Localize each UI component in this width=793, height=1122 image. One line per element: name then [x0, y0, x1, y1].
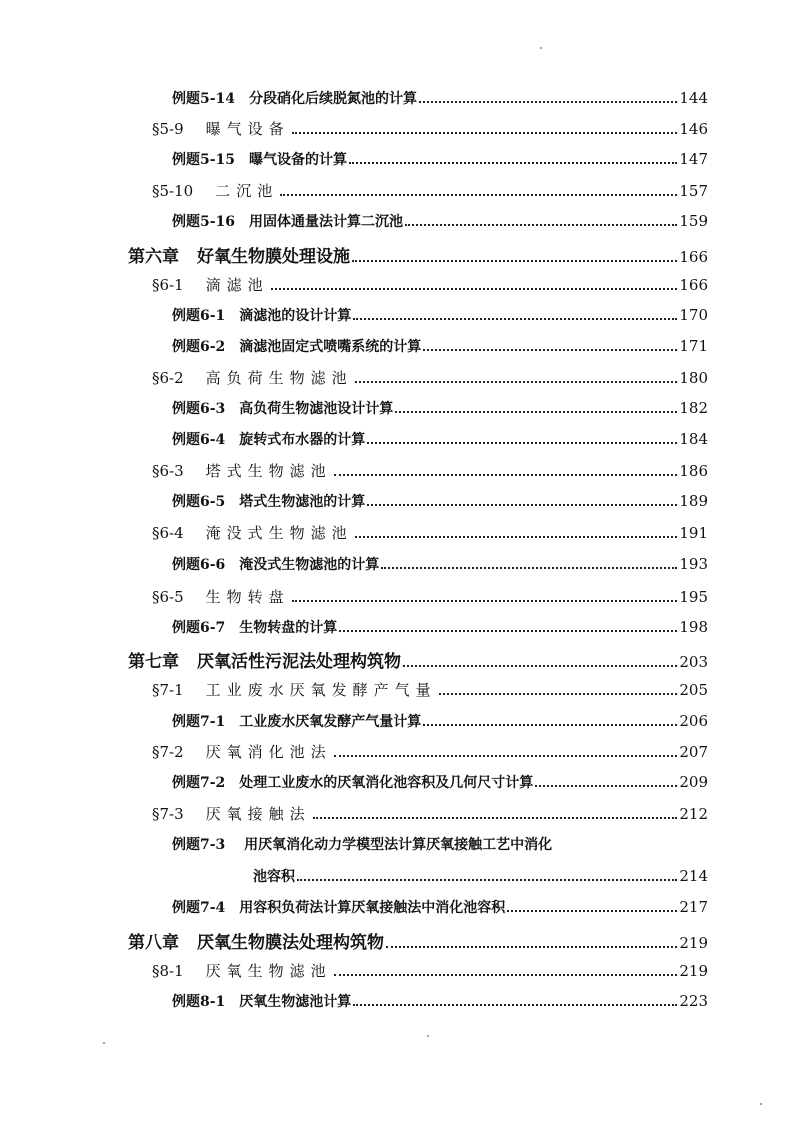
entry-number: §8-1 — [152, 962, 184, 980]
toc-entry-example[interactable] — [172, 991, 708, 1015]
entry-number: 第八章 — [128, 933, 179, 953]
entry-number: 例题6-7 — [172, 620, 226, 636]
entry-number: §7-1 — [152, 681, 184, 699]
toc-entry-example[interactable] — [172, 491, 708, 515]
entry-number: 例题5-14 — [172, 91, 236, 107]
toc-entry-chapter[interactable] — [128, 242, 708, 266]
entry-title: 厌氧生物滤池计算 — [239, 994, 352, 1010]
toc-entry-section[interactable] — [152, 803, 708, 827]
entry-number: 例题7-1 — [172, 714, 226, 730]
dot-leader — [507, 910, 677, 912]
dot-leader — [423, 349, 677, 351]
entry-title: 滴滤池固定式喷嘴系统的计算 — [239, 339, 422, 355]
toc-entry-section[interactable] — [152, 741, 708, 765]
toc-entry-example[interactable] — [172, 305, 708, 329]
entry-number: 例题6-2 — [172, 339, 226, 355]
entry-page: 217 — [679, 898, 708, 916]
dot-leader — [381, 567, 677, 569]
dot-leader — [355, 381, 678, 383]
toc-entry-section[interactable] — [152, 522, 708, 546]
dot-leader — [405, 224, 677, 226]
dot-leader — [367, 504, 677, 506]
entry-page: 219 — [679, 934, 708, 952]
dot-leader — [353, 1004, 677, 1006]
entry-number: 例题7-4 — [172, 900, 226, 916]
entry-number: 第六章 — [128, 247, 179, 267]
entry-number: §7-2 — [152, 743, 184, 761]
entry-number: 例题6-3 — [172, 401, 226, 417]
toc-entry-example[interactable] — [172, 554, 708, 578]
entry-page: 180 — [679, 369, 708, 387]
entry-title: 二沉池 — [215, 182, 279, 200]
entry-title: 用容积负荷法计算厌氧接触法中消化池容积 — [239, 900, 506, 916]
entry-number: 例题6-6 — [172, 557, 226, 573]
entry-title-line1: 用厌氧消化动力学模型法计算厌氧接触工艺中消化 — [244, 837, 553, 853]
entry-page: 209 — [679, 773, 708, 791]
toc-entry-example-split[interactable] — [172, 834, 552, 854]
entry-number: §5-9 — [152, 120, 184, 138]
entry-title: 处理工业废水的厌氧消化池容积及几何尺寸计算 — [239, 775, 534, 791]
entry-page: 191 — [679, 524, 708, 542]
toc-entry-example[interactable] — [172, 398, 708, 422]
dot-leader — [439, 693, 678, 695]
toc-entry-example[interactable] — [172, 711, 708, 735]
dot-leader — [535, 785, 677, 787]
dot-leader — [367, 442, 677, 444]
scan-speck — [540, 47, 542, 49]
entry-page: 189 — [679, 492, 708, 510]
entry-title-line2: 池容积 — [253, 869, 295, 885]
entry-number: 例题6-5 — [172, 494, 226, 510]
entry-number: §6-3 — [152, 462, 184, 480]
entry-number: 第七章 — [128, 652, 179, 672]
entry-title: 曝气设备的计算 — [249, 152, 348, 168]
dot-leader — [280, 194, 677, 196]
dot-leader — [334, 755, 678, 757]
entry-number: §7-3 — [152, 805, 184, 823]
entry-page: 203 — [679, 653, 708, 671]
toc-entry-example[interactable] — [172, 772, 708, 796]
dot-leader — [353, 318, 677, 320]
dot-leader — [297, 879, 677, 881]
toc-entry-section[interactable] — [152, 118, 708, 142]
dot-leader — [423, 724, 677, 726]
entry-page: 170 — [679, 306, 708, 324]
entry-title: 厌氧活性污泥法处理构筑物 — [197, 652, 401, 672]
entry-number: §6-5 — [152, 588, 184, 606]
dot-leader — [339, 630, 677, 632]
toc-entry-section[interactable] — [152, 960, 708, 984]
entry-title: 滴滤池的设计计算 — [239, 308, 352, 324]
entry-number: 例题7-2 — [172, 775, 226, 791]
entry-page: 184 — [679, 430, 708, 448]
entry-title: 旋转式布水器的计算 — [239, 432, 366, 448]
entry-number: §5-10 — [152, 182, 194, 200]
entry-number: §6-4 — [152, 524, 184, 542]
entry-title: 淹没式生物滤池的计算 — [239, 557, 380, 573]
dot-leader — [395, 411, 677, 413]
entry-title: 厌氧生物滤池 — [205, 962, 332, 980]
entry-title: 工业废水厌氧发酵产气量 — [205, 681, 437, 699]
toc-entry-example[interactable] — [172, 897, 708, 921]
toc-entry-example[interactable] — [172, 617, 708, 641]
toc-entry-section[interactable] — [152, 274, 708, 298]
dot-leader — [403, 665, 677, 667]
entry-page: 171 — [679, 337, 708, 355]
entry-title: 厌氧消化池法 — [205, 743, 332, 761]
entry-page: 166 — [679, 276, 708, 294]
toc-entry-example-split-continuation[interactable] — [253, 866, 708, 886]
entry-number: 例题5-16 — [172, 214, 236, 230]
entry-title: 厌氧生物膜法处理构筑物 — [197, 933, 384, 953]
entry-number: §6-2 — [152, 369, 184, 387]
dot-leader — [292, 600, 678, 602]
entry-title: 工业废水厌氧发酵产气量计算 — [239, 714, 422, 730]
entry-page: 212 — [679, 805, 708, 823]
entry-page: 159 — [679, 212, 708, 230]
entry-number: 例题8-1 — [172, 994, 226, 1010]
dot-leader — [349, 162, 677, 164]
entry-title: 曝气设备 — [205, 120, 290, 138]
entry-page: 205 — [679, 681, 708, 699]
toc-entry-chapter[interactable] — [128, 647, 708, 671]
dot-leader — [334, 974, 678, 976]
toc-entry-section[interactable] — [152, 586, 708, 610]
entry-title: 滴滤池 — [205, 276, 269, 294]
entry-page: 206 — [679, 712, 708, 730]
entry-page: 223 — [679, 992, 708, 1010]
entry-page: 166 — [679, 248, 708, 266]
entry-page: 198 — [679, 618, 708, 636]
dot-leader — [386, 946, 677, 948]
toc-entry-section[interactable] — [152, 180, 708, 204]
entry-number: 例题5-15 — [172, 152, 236, 168]
toc-entry-example[interactable] — [172, 336, 708, 360]
entry-title: 高负荷生物滤池 — [205, 369, 353, 387]
toc-entry-chapter[interactable] — [128, 928, 708, 952]
dot-leader — [355, 536, 678, 538]
entry-page: 193 — [679, 555, 708, 573]
scan-speck — [103, 1042, 105, 1044]
entry-page: 182 — [679, 399, 708, 417]
dot-leader — [334, 474, 678, 476]
entry-title: 厌氧接触法 — [205, 805, 311, 823]
dot-leader — [292, 132, 678, 134]
toc-entry-example[interactable] — [172, 211, 708, 235]
entry-page: 195 — [679, 588, 708, 606]
entry-page: 214 — [679, 867, 708, 885]
dot-leader — [352, 260, 677, 262]
entry-page: 219 — [679, 962, 708, 980]
entry-title: 塔式生物滤池的计算 — [239, 494, 366, 510]
entry-number: §6-1 — [152, 276, 184, 294]
dot-leader — [313, 817, 678, 819]
entry-page: 146 — [679, 120, 708, 138]
entry-number: 例题6-1 — [172, 308, 226, 324]
entry-page: 157 — [679, 182, 708, 200]
toc-entry-example[interactable] — [172, 149, 708, 173]
entry-title: 分段硝化后续脱氮池的计算 — [249, 91, 418, 107]
toc-entry-example[interactable] — [172, 429, 708, 453]
toc-entry-example[interactable] — [172, 88, 708, 112]
entry-page: 207 — [679, 743, 708, 761]
entry-title: 生物转盘的计算 — [239, 620, 338, 636]
entry-page: 186 — [679, 462, 708, 480]
entry-title: 生物转盘 — [205, 588, 290, 606]
toc-entry-section[interactable] — [152, 460, 708, 484]
entry-number: 例题6-4 — [172, 432, 226, 448]
entry-page: 144 — [679, 89, 708, 107]
toc-entry-section[interactable] — [152, 679, 708, 703]
entry-title: 淹没式生物滤池 — [205, 524, 353, 542]
scan-speck — [427, 1035, 429, 1037]
dot-leader — [419, 101, 677, 103]
entry-title: 高负荷生物滤池设计计算 — [239, 401, 394, 417]
toc-entry-section[interactable] — [152, 367, 708, 391]
entry-number: 例题7-3 — [172, 837, 226, 853]
entry-title: 塔式生物滤池 — [205, 462, 332, 480]
dot-leader — [271, 288, 678, 290]
entry-title: 用固体通量法计算二沉池 — [249, 214, 404, 230]
entry-page: 147 — [679, 150, 708, 168]
scan-speck — [760, 1103, 762, 1105]
entry-title: 好氧生物膜处理设施 — [197, 247, 350, 267]
